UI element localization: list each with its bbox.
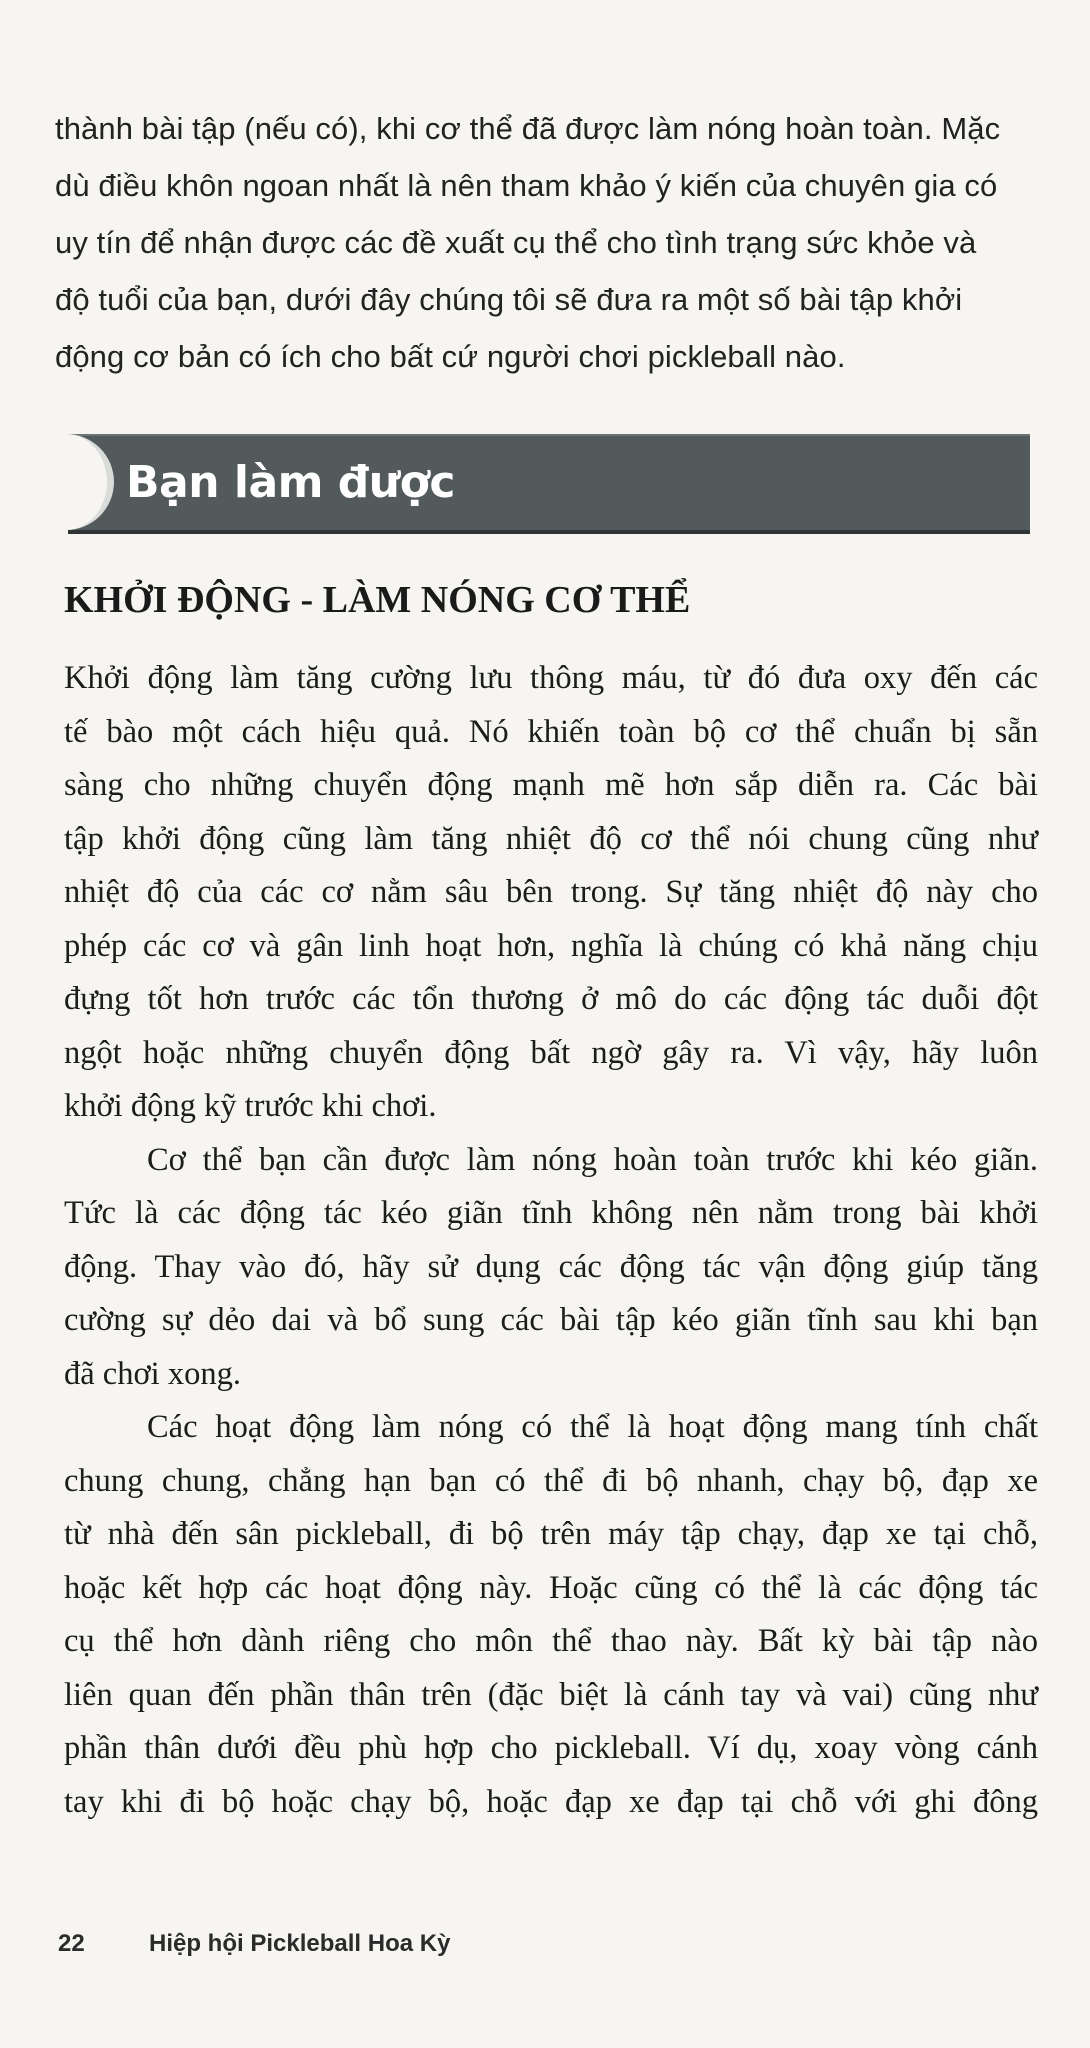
body-line: từ nhà đến sân pickleball, đi bộ trên máy tập chạy, đạp xe tại chỗ, <box>64 1516 1038 1552</box>
body-line: sàng cho những chuyển động mạnh mẽ hơn sắp diễn ra. Các bài <box>64 767 1038 803</box>
intro-line: dù điều khôn ngoan nhất là nên tham khảo ý kiến của chuyên gia có <box>55 168 998 203</box>
body-line: tập khởi động cũng làm tăng nhiệt độ cơ thể nói chung cũng như <box>64 820 1038 857</box>
body-line: Các hoạt động làm nóng có thể là hoạt động mang tính chất <box>147 1409 1038 1445</box>
body-text <box>64 652 1038 1829</box>
running-title: Hiệp hội Pickleball Hoa Kỳ <box>149 1930 451 1957</box>
body-line: chung chung, chẳng hạn bạn có thể đi bộ nhanh, chạy bộ, đạp xe <box>64 1462 1038 1499</box>
body-line: Cơ thể bạn cần được làm nóng hoàn toàn trước khi kéo giãn. <box>147 1141 1038 1178</box>
body-line: đã chơi xong. <box>64 1355 241 1392</box>
body-line: tay khi đi bộ hoặc chạy bộ, hoặc đạp xe đạp tại chỗ với ghi đông <box>64 1783 1038 1820</box>
body-line: liên quan đến phần thân trên (đặc biệt là cánh tay và vai) cũng như <box>64 1676 1038 1713</box>
body-line: phép các cơ và gân linh hoạt hơn, nghĩa là chúng có khả năng chịu <box>64 927 1038 964</box>
intro-line: độ tuổi của bạn, dưới đây chúng tôi sẽ đưa ra một số bài tập khởi <box>55 282 963 317</box>
body-line: hoặc kết hợp các hoạt động này. Hoặc cũng có thể là các động tác <box>64 1569 1038 1606</box>
body-line: phần thân dưới đều phù hợp cho pickleball. Ví dụ, xoay vòng cánh <box>64 1730 1038 1766</box>
body-line: cường sự dẻo dai và bổ sung các bài tập kéo giãn tĩnh sau khi bạn <box>64 1302 1038 1338</box>
intro-line: uy tín để nhận được các đề xuất cụ thể cho tình trạng sức khỏe và <box>55 225 977 260</box>
body-line: tế bào một cách hiệu quả. Nó khiến toàn bộ cơ thể chuẩn bị sẵn <box>64 713 1038 750</box>
body-line: khởi động kỹ trước khi chơi. <box>64 1088 437 1124</box>
banner-title: Bạn làm được <box>126 457 455 508</box>
page-footer <box>58 1930 450 1958</box>
intro-line: động cơ bản có ích cho bất cứ người chơi pickleball nào. <box>55 339 846 374</box>
section-heading: KHỞI ĐỘNG - LÀM NÓNG CƠ THỂ <box>64 579 691 621</box>
body-line: nhiệt độ của các cơ nằm sâu bên trong. Sự tăng nhiệt độ này cho <box>64 874 1038 910</box>
intro-paragraph <box>55 100 1035 385</box>
body-line: đựng tốt hơn trước các tổn thương ở mô do các động tác duỗi đột <box>64 981 1038 1017</box>
body-line: ngột hoặc những chuyển động bất ngờ gây ra. Vì vậy, hãy luôn <box>64 1034 1038 1071</box>
body-line: Tức là các động tác kéo giãn tĩnh không nên nằm trong bài khởi <box>64 1195 1038 1231</box>
intro-line: thành bài tập (nếu có), khi cơ thể đã được làm nóng hoàn toàn. Mặc <box>55 111 1001 146</box>
body-line: động. Thay vào đó, hãy sử dụng các động tác vận động giúp tăng <box>64 1248 1038 1285</box>
page-number: 22 <box>58 1930 85 1957</box>
body-line: Khởi động làm tăng cường lưu thông máu, từ đó đưa oxy đến các <box>64 660 1038 696</box>
body-line: cụ thể hơn dành riêng cho môn thể thao này. Bất kỳ bài tập nào <box>64 1623 1038 1659</box>
